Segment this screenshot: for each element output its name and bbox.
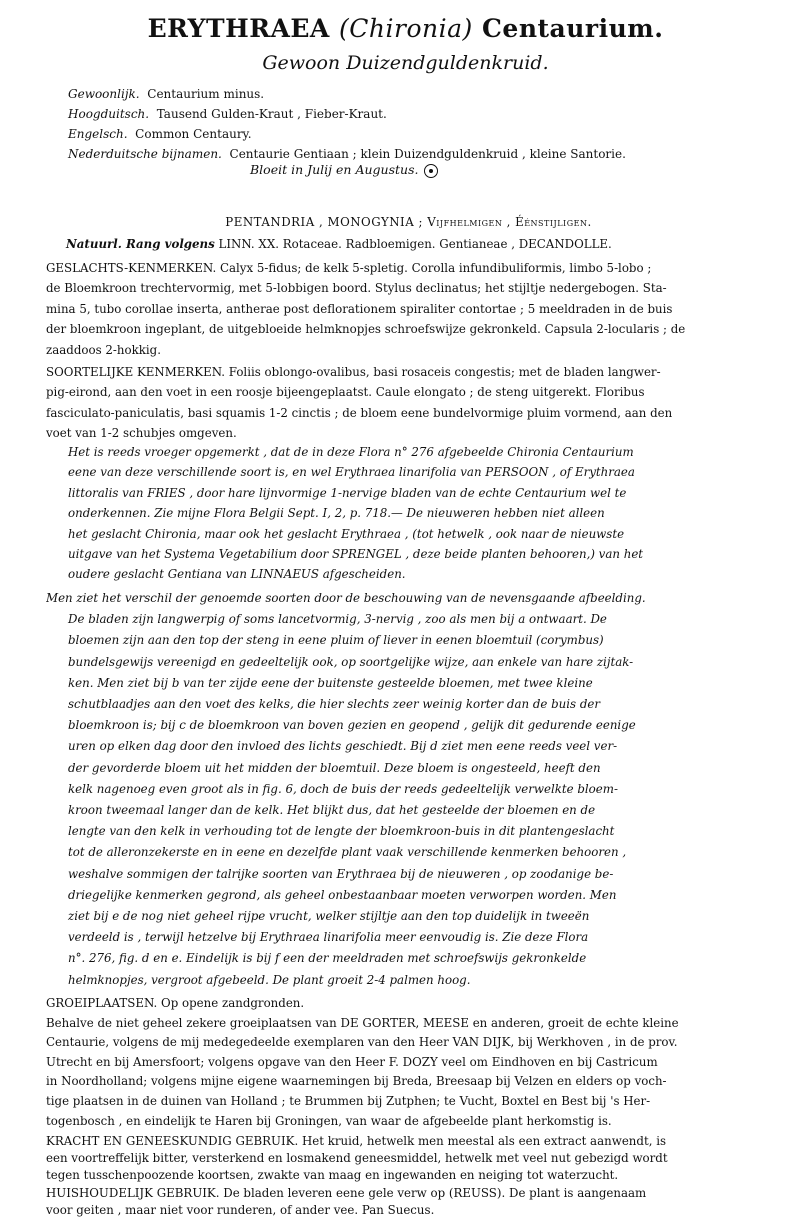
genus-characters: GESLACHTS-KENMERKEN. Calyx 5-fidus; de kelk 5-spletig. Corolla infundibuliformis, limbo 5-lobo ; de Bloemkroon trechtervormig, met 5-lobbigen boord. Stylus declinatus; het stijltje nedergebogen. Sta- mina 5, tubo corollae inserta, antherae post deflorationem spiraliter contortae ; 5 meeldraden in de buis der bloemkroon ingeplant, de uitgebloeide helmknopjes schroefswijze gekronkeld. Capsula 2-locularis ; de zaaddoos 2-hokkig. <box>46 261 686 357</box>
species-characters: SOORTELIJKE KENMERKEN. Foliis oblongo-ovalibus, basi rosaceis congestis; met de bladen langwer- pig-eirond, aan den voet in een roosje bijeengeplaatst. Caule elongato ; de steng uitgerekt. Floribus fasciculato-paniculatis, basi squamis 1-2 cinctis ; de bloem eene bundelvormige pluim vormend, aan den voet van 1-2 schubjes omgeven. <box>46 365 673 441</box>
name-line: Gewoonlijk. Centaurium minus. <box>68 87 265 101</box>
flowering-time: Bloeit in Julij en Augustus. <box>250 162 438 178</box>
page-title <box>0 14 811 43</box>
title-synonym: (Chironia) <box>339 14 473 43</box>
perennial-symbol-icon <box>424 164 438 178</box>
note-synonymy: Het is reeds vroeger opgemerkt , dat de in deze Flora n° 276 afgebeelde Chironia Centaurium eene van deze verschillende soort is, en wel Erythraea linarifolia van PERSOON , of Erythraea littoralis van FRIES , door hare lijnvormige 1-nervige bladen van de echte Centaurium wel te onderkennen. Zie mijne Flora Belgii Sept. I, 2, p. 718.— De nieuweren hebben niet alleen het geslacht Chironia, maar ook het geslacht Erythraea , (tot hetwelk , ook naar de nieuwste uitgave van het Systema Vegetabilium door SPRENGEL , deze beide planten behooren,) van het oudere geslacht Gentiana van LINNAEUS afgescheiden. <box>68 445 644 582</box>
classification: PENTANDRIA , MONOGYNIA ; Vijfhelmigen , Éénstijligen. <box>225 215 592 229</box>
title-genus: ERYTHRAEA <box>147 14 330 43</box>
page-subtitle: Gewoon Duizendguldenkruid. <box>262 52 549 74</box>
medicinal-use: KRACHT EN GENEESKUNDIG GEBRUIK. Het kruid, hetwelk men meestal als een extract aanwendt, is een voortreffelijk bitter, versterkend en losmakend geneesmiddel, hetwelk met veel nut gebezigd wordt tegen tusschenpoozende koortsen, zwakte van maag en ingewanden en neiging tot waterzucht. <box>46 1134 668 1183</box>
name-line: Engelsch. Common Centaury. <box>68 127 252 141</box>
domestic-use: HUISHOUDELIJK GEBRUIK. De bladen leveren eene gele verw op (REUSS). De plant is aangenaam voor geiten , maar niet voor runderen, of ander vee. Pan Suecus. <box>46 1185 647 1217</box>
name-line: Hoogduitsch. Tausend Gulden-Kraut , Fieber-Kraut. <box>68 107 387 121</box>
note-illustration: Men ziet het verschil der genoemde soorten door de beschouwing van de nevensgaande afbeelding. De bladen zijn langwerpig of soms lancetvormig, 3-nervig , zoo als men bij a ontwaart. De bloemen zijn aan den top der steng in eene pluim of liever in eenen bloemtuil (corymbus) bundelsgewijs vereenigd en gedeeltelijk ook, op soortgelijke wijze, aan enkele van hare zijtak- ken. Men ziet bij b van ter zijde eene der buitenste gesteelde bloemen, met twee kleine schutblaadjes aan den voet des kelks, die hier slechts zeer weinig korter dan de buis der bloemkroon is; bij c de bloemkroon van boven gezien en geopend , gelijk dit gedurende eenige uren op elken dag door den invloed des lichts geschiedt. Bij d ziet men eene reeds veel ver- der gevorderde bloem uit het midden der bloemtuil. Deze bloem is ongesteeld, heeft den kelk nagenoeg even groot als in fig. 6, doch de buis der reeds gedeeltelijk verwelkte bloem- kroon tweemaal langer dan de kelk. Het blijkt dus, dat het gesteelde der bloemen en de lengte van den kelk in verhouding tot de lengte der bloemkroon-buis in dit plantengeslacht tot de alleronzekerste en in eene en dezelfde plant vaak verschillende kenmerken behooren , weshalve sommigen der talrijke soorten van Erythraea bij de nieuweren , op zoodanige be- driegelijke kenmerken gegrond, als geheel onbestaanbaar moeten verworpen worden. Men ziet bij e de nog niet geheel rijpe vrucht, welker stijltje aan den top duidelijk in tweeën verdeeld is , terwijl hetzelve bij Erythraea linarifolia meer eenvoudig is. Zie deze Flora n°. 276, fig. d en e. Eindelijk is bij f een der meeldraden met schroefswijs gekronkelde helmknopjes, vergroot afgebeeld. De plant groeit 2-4 palmen hoog. <box>46 591 646 987</box>
title-species: Centaurium. <box>482 14 664 43</box>
vernacular-names <box>68 84 768 164</box>
habitats: GROEIPLAATSEN. Op opene zandgronden. Behalve de niet geheel zekere groeiplaatsen van DE GORTER, MEESE en anderen, groeit de echte kleine Centaurie, volgens de mij medegedeelde exemplaren van den Heer VAN DIJK, bij Werkhoven , in de prov. Utrecht en bij Amersfoort; volgens opgave van den Heer F. DOZY veel om Eindhoven en bij Castricum in Noordholland; volgens mijne eigene waarnemingen bij Breda, Breesaap bij Velzen en elders op voch- tige plaatsen in de duinen van Holland ; te Brummen bij Zutphen; te Vucht, Boxtel en Best bij 's Her- togenbosch , en eindelijk te Haren bij Groningen, van waar de afgebeelde plant herkomstig is. <box>46 996 679 1128</box>
natural-rank: Natuurl. Rang volgens LINN. XX. Rotaceae. Radbloemigen. Gentianeae , DECANDOLLE. <box>66 237 612 251</box>
name-line: Nederduitsche bijnamen. Centaurie Gentiaan ; klein Duizendguldenkruid , kleine Santorie. <box>68 147 626 161</box>
